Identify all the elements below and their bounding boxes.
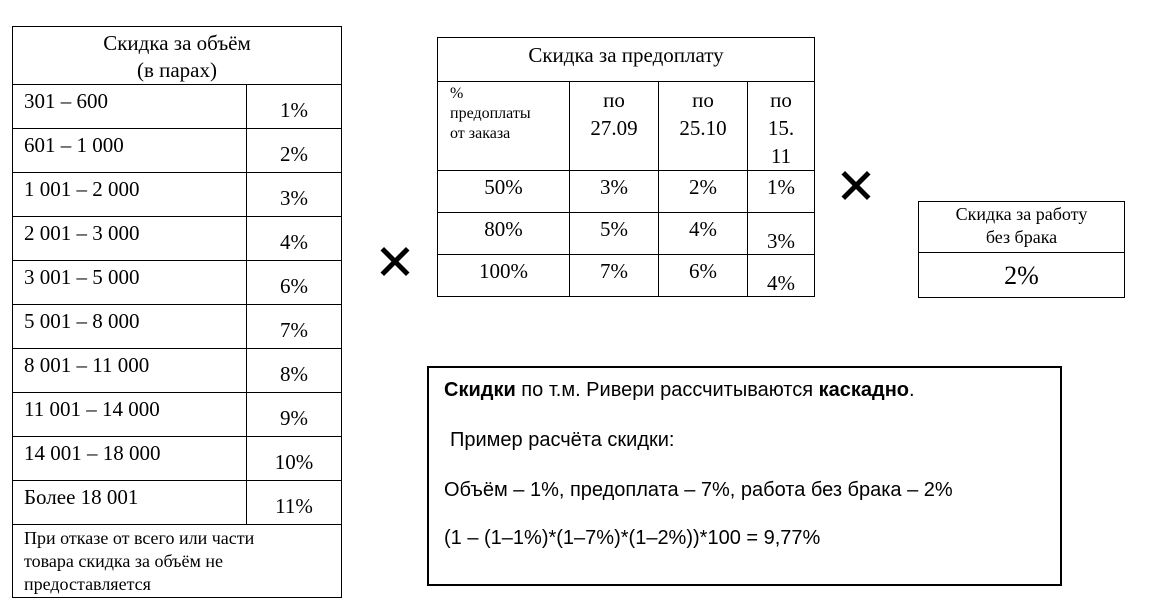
note-line2: товара скидка за объём не <box>24 551 223 571</box>
volume-range: 5 001 – 8 000 <box>13 305 247 349</box>
cascade-line1-end: . <box>909 379 915 401</box>
no-defect-header <box>919 202 1125 253</box>
discount-value: 4% <box>659 213 748 255</box>
volume-percent: 1% <box>247 85 342 129</box>
volume-range: 11 001 – 14 000 <box>13 393 247 437</box>
cascade-explanation-box <box>427 366 1062 586</box>
note-line3: предоставляется <box>24 574 151 594</box>
no-defect-value: 2% <box>919 253 1125 298</box>
no-defect-title-line1: Скидка за работу <box>955 204 1088 224</box>
volume-percent: 2% <box>247 129 342 173</box>
volume-range: Более 18 001 <box>13 481 247 525</box>
volume-row <box>13 393 342 437</box>
discount-value: 4% <box>748 255 815 297</box>
prepay-date-cell <box>570 82 659 171</box>
volume-percent: 7% <box>247 305 342 349</box>
volume-title-line2: (в парах) <box>136 58 218 82</box>
volume-discount-note <box>13 525 342 598</box>
prepay-discount-table <box>437 37 815 297</box>
cascade-line1-mid: по т.м. Ривери рассчитываются <box>515 379 819 401</box>
prepay-date-cell <box>659 82 748 171</box>
discount-value: 2% <box>659 171 748 213</box>
volume-percent: 11% <box>247 481 342 525</box>
discount-value: 3% <box>748 213 815 255</box>
date-line2: 15. <box>767 116 795 140</box>
date-line2: 27.09 <box>590 116 638 140</box>
multiply-icon <box>380 247 410 277</box>
volume-row <box>13 173 342 217</box>
prepay-date-cell <box>748 82 815 171</box>
volume-percent: 9% <box>247 393 342 437</box>
volume-discount-header <box>13 27 342 85</box>
volume-title-line1: Скидка за объём <box>103 31 251 55</box>
volume-percent: 3% <box>247 173 342 217</box>
lead-line1: % <box>450 85 464 102</box>
volume-percent: 8% <box>247 349 342 393</box>
prepay-row <box>438 213 815 255</box>
date-line2: 25.10 <box>679 116 727 140</box>
volume-row <box>13 481 342 525</box>
volume-row <box>13 85 342 129</box>
volume-row <box>13 437 342 481</box>
discount-value: 6% <box>659 255 748 297</box>
lead-line2: предоплаты <box>450 105 531 122</box>
bold-cascade: каскадно <box>818 379 910 401</box>
prepay-percent: 50% <box>438 171 570 213</box>
discount-value: 1% <box>748 171 815 213</box>
volume-discount-table <box>12 26 342 598</box>
no-defect-title-line2: без брака <box>985 227 1058 247</box>
date-line1: по <box>603 88 625 112</box>
discount-value: 3% <box>570 171 659 213</box>
prepay-lead-cell <box>438 82 570 171</box>
volume-range: 1 001 – 2 000 <box>13 173 247 217</box>
discount-value: 7% <box>570 255 659 297</box>
volume-row <box>13 129 342 173</box>
date-line1: по <box>692 88 714 112</box>
volume-range: 14 001 – 18 000 <box>13 437 247 481</box>
multiply-icon <box>841 171 871 201</box>
prepay-row <box>438 171 815 213</box>
discount-value: 5% <box>570 213 659 255</box>
cascade-line4: (1 – (1–1%)*(1–7%)*(1–2%))*100 = 9,77% <box>444 527 821 549</box>
volume-range: 301 – 600 <box>13 85 247 129</box>
volume-percent: 10% <box>247 437 342 481</box>
volume-row <box>13 349 342 393</box>
cascade-line3: Объём – 1%, предоплата – 7%, работа без брака – 2% <box>444 479 953 501</box>
date-line1: по <box>770 88 792 112</box>
bold-discounts: Скидки <box>444 379 516 401</box>
volume-range: 601 – 1 000 <box>13 129 247 173</box>
prepay-row <box>438 255 815 297</box>
note-line1: При отказе от всего или части <box>24 528 255 548</box>
volume-range: 3 001 – 5 000 <box>13 261 247 305</box>
volume-row <box>13 217 342 261</box>
volume-range: 2 001 – 3 000 <box>13 217 247 261</box>
prepay-percent: 80% <box>438 213 570 255</box>
volume-percent: 6% <box>247 261 342 305</box>
volume-row <box>13 305 342 349</box>
lead-line3: от заказа <box>450 125 511 142</box>
volume-percent: 4% <box>247 217 342 261</box>
date-line3: 11 <box>770 144 792 168</box>
prepay-discount-header: Скидка за предоплату <box>438 38 815 82</box>
cascade-line1 <box>444 379 915 402</box>
prepay-percent: 100% <box>438 255 570 297</box>
cascade-line2: Пример расчёта скидки: <box>450 429 675 451</box>
no-defect-discount-table <box>918 201 1125 298</box>
volume-range: 8 001 – 11 000 <box>13 349 247 393</box>
volume-row <box>13 261 342 305</box>
